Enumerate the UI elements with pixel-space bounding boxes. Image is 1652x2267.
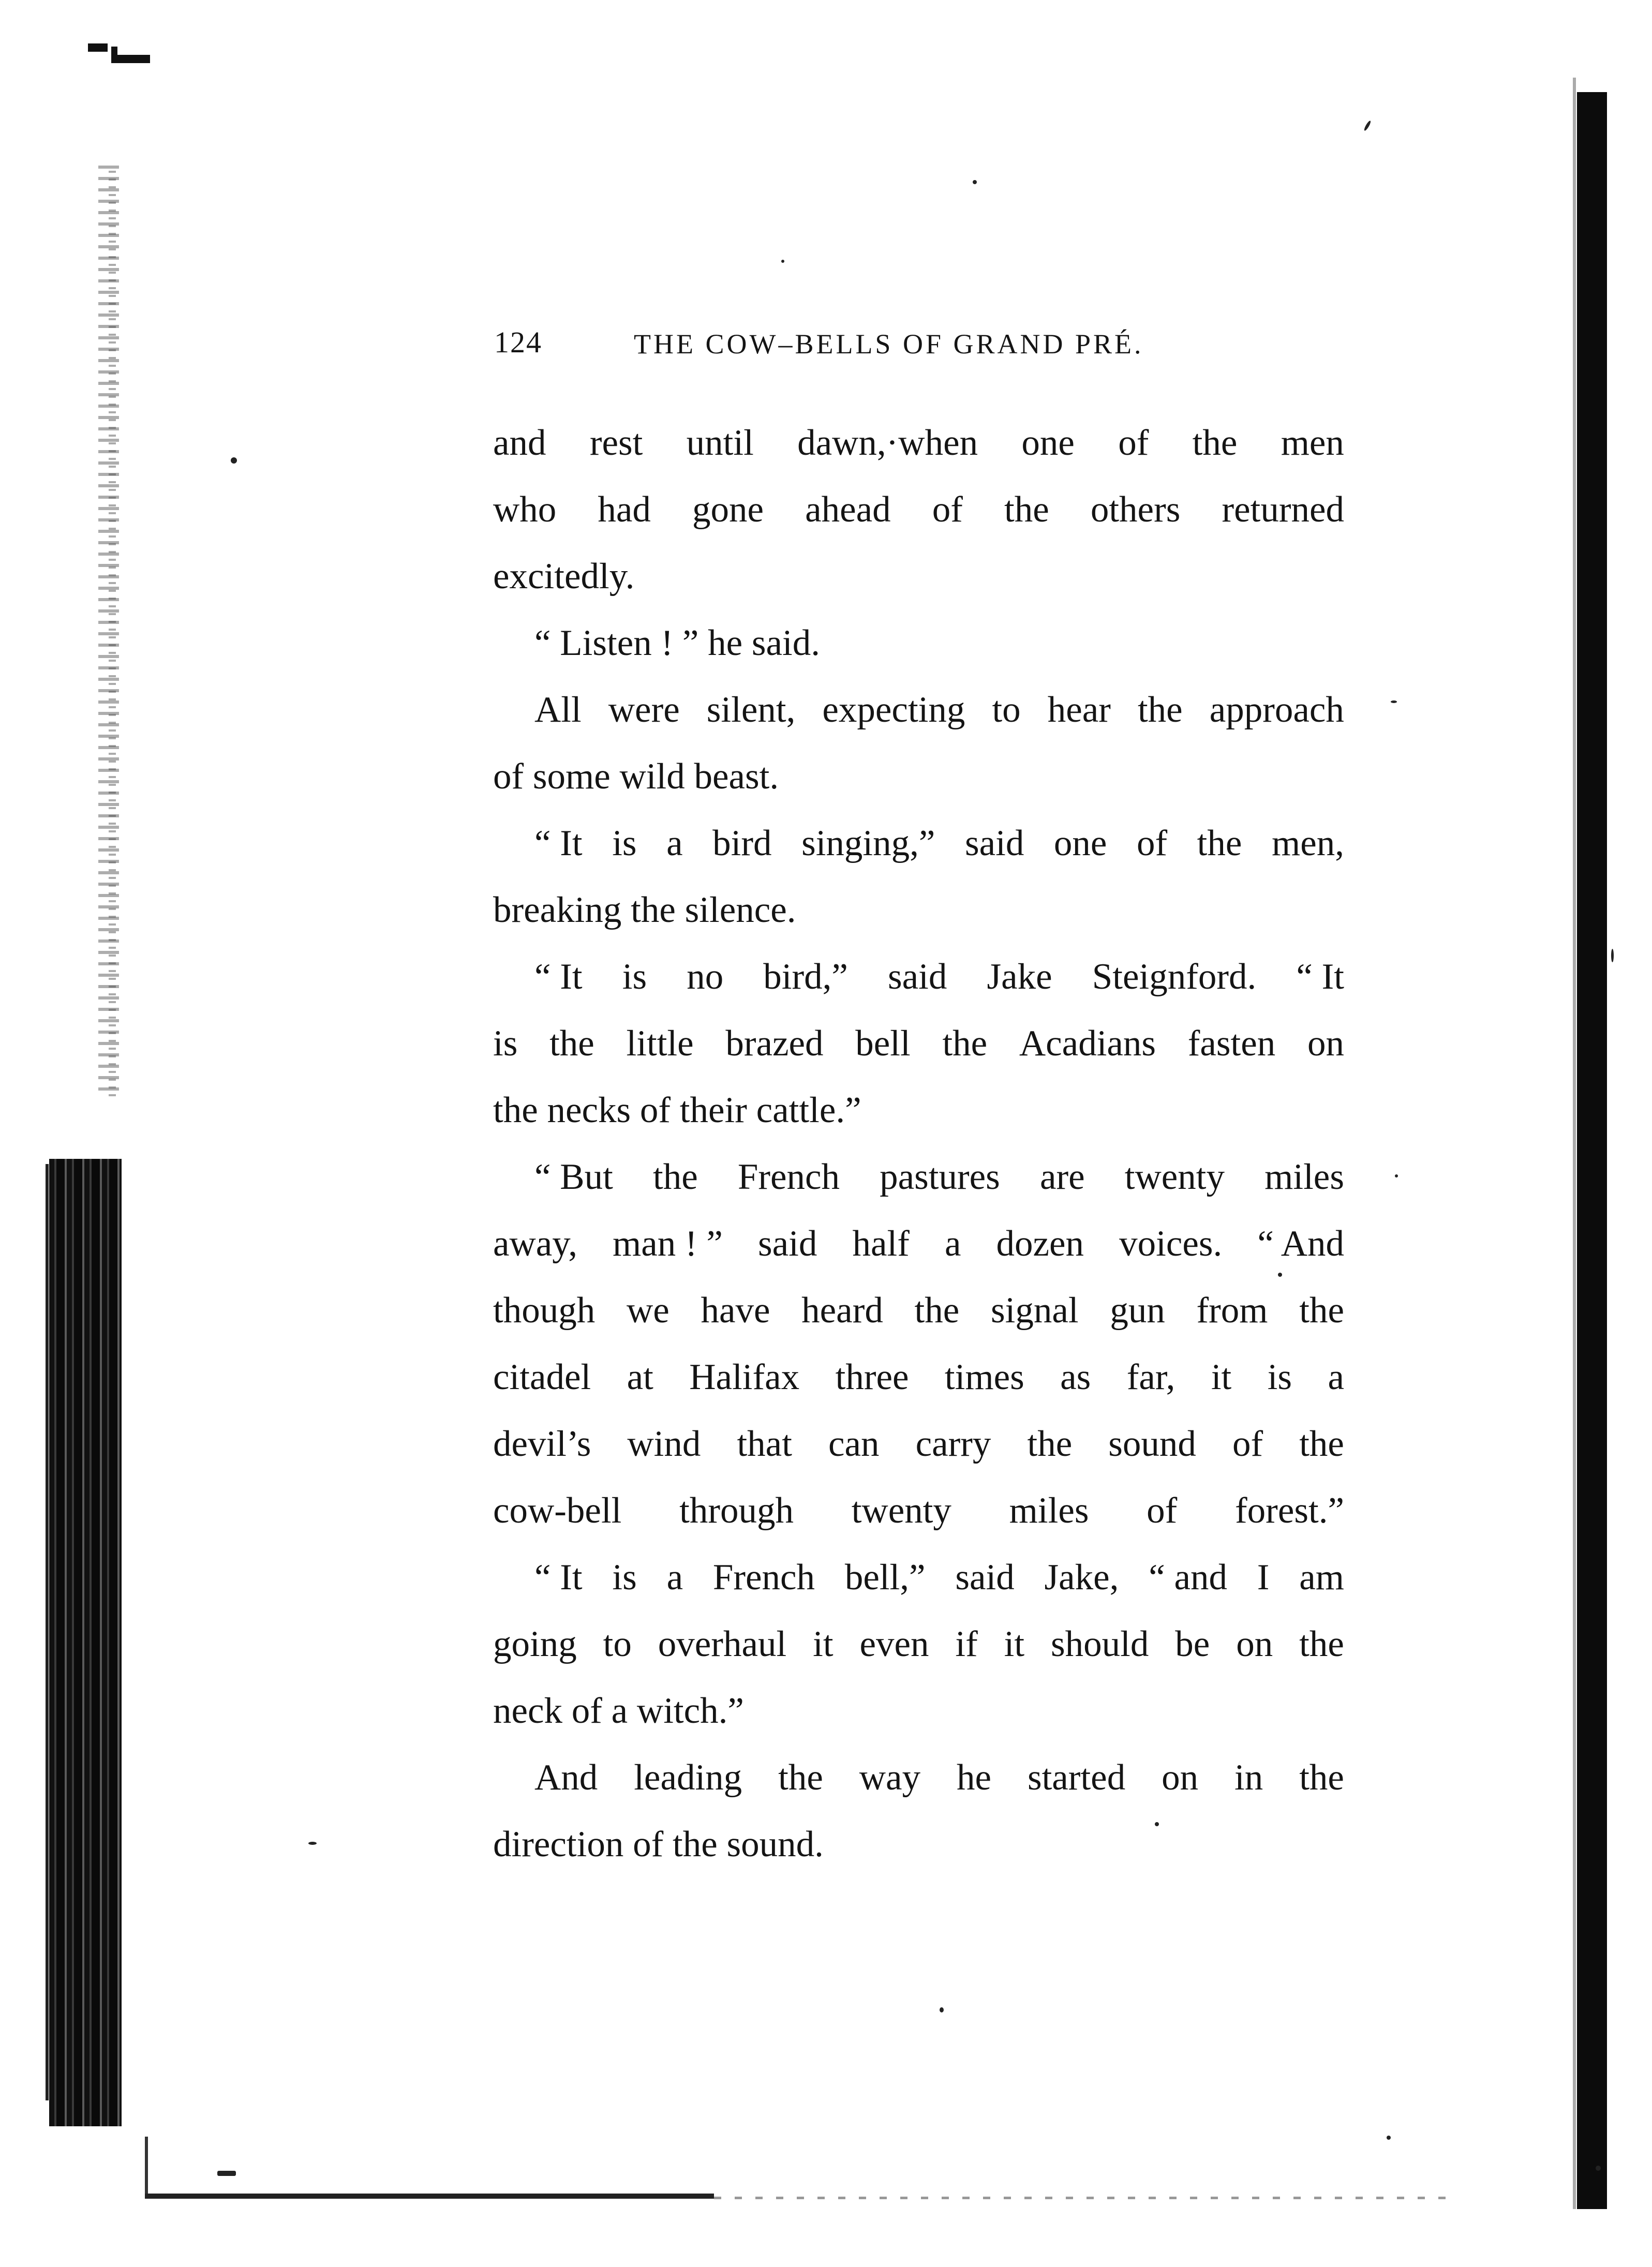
- word: the: [1004, 489, 1049, 530]
- word: to: [603, 1624, 632, 1664]
- word: if: [955, 1624, 978, 1664]
- word: were: [608, 690, 680, 730]
- word: gone: [692, 489, 764, 530]
- word: on: [1162, 1757, 1199, 1798]
- text-line: [493, 1744, 1344, 1811]
- text-line: “ Listen ! ” he said.: [534, 623, 821, 663]
- word: away,: [493, 1224, 577, 1264]
- word: fasten: [1187, 1023, 1276, 1064]
- word: voices.: [1119, 1224, 1223, 1264]
- word: the: [778, 1757, 823, 1798]
- word: hear: [1047, 690, 1111, 730]
- scan-mark-fragment: [111, 47, 117, 63]
- word: is: [1267, 1357, 1292, 1397]
- word: silent,: [706, 690, 796, 730]
- word: no: [687, 957, 724, 997]
- text-line: breaking the silence.: [493, 890, 796, 930]
- word: should: [1051, 1624, 1149, 1664]
- word: ahead: [805, 489, 891, 530]
- text-line: [493, 1411, 1344, 1478]
- word: the: [1299, 1757, 1344, 1798]
- word: from: [1196, 1290, 1268, 1331]
- word: rest: [589, 423, 643, 463]
- word: men: [1281, 423, 1344, 463]
- word: it: [1004, 1624, 1025, 1664]
- scan-speck: [1596, 2166, 1601, 2171]
- word: one: [1053, 823, 1107, 863]
- word: to: [992, 690, 1021, 730]
- word: the: [1027, 1424, 1073, 1464]
- text-line: excitedly.: [493, 556, 635, 596]
- word: twenty: [851, 1490, 951, 1531]
- word: signal: [991, 1290, 1079, 1331]
- text-line: [493, 1277, 1344, 1344]
- word: Jake: [987, 957, 1052, 997]
- word: the: [1299, 1290, 1344, 1331]
- word: bell: [855, 1023, 911, 1064]
- word: “ It: [534, 823, 583, 863]
- word: even: [859, 1624, 929, 1664]
- word: had: [598, 489, 651, 530]
- word: way: [859, 1757, 921, 1798]
- word: the: [652, 1157, 698, 1197]
- word: singing,”: [801, 823, 935, 863]
- word: “ It: [534, 957, 583, 997]
- bottom-left-corner-edge: [145, 2137, 148, 2198]
- word: brazed: [725, 1023, 824, 1064]
- text-line: of some wild beast.: [493, 756, 779, 797]
- word: the: [942, 1023, 988, 1064]
- text-line: [493, 1344, 1344, 1411]
- left-margin-scan-noise: [109, 171, 116, 1097]
- word: on: [1236, 1624, 1273, 1664]
- word: are: [1039, 1157, 1085, 1197]
- word: gun: [1110, 1290, 1165, 1331]
- word: on: [1307, 1023, 1344, 1064]
- word: and: [493, 423, 546, 463]
- word: half: [852, 1224, 910, 1264]
- word: overhaul: [658, 1624, 787, 1664]
- word: going: [493, 1624, 577, 1664]
- word: of: [1136, 823, 1168, 863]
- word: started: [1027, 1757, 1126, 1798]
- word: one: [1021, 423, 1075, 463]
- word: heard: [801, 1290, 883, 1331]
- word: is: [493, 1023, 518, 1064]
- bottom-page-edge: [145, 2194, 714, 2199]
- word: carry: [915, 1424, 991, 1464]
- scan-speck: [217, 2171, 236, 2176]
- text-line: [493, 410, 1344, 476]
- word: others: [1090, 489, 1181, 530]
- page-number: 124: [494, 325, 542, 359]
- word: bird: [712, 823, 772, 863]
- word: who: [493, 489, 557, 530]
- word: Acadians: [1019, 1023, 1156, 1064]
- word: All: [534, 690, 582, 730]
- text-line: the necks of their cattle.”: [493, 1090, 861, 1130]
- left-binding-shadow: [49, 1159, 122, 2126]
- word: leading: [634, 1757, 742, 1798]
- word: a: [1328, 1357, 1344, 1397]
- word: dawn,·when: [797, 423, 978, 463]
- word: it: [1211, 1357, 1232, 1397]
- word: as: [1060, 1357, 1091, 1397]
- word: the: [1137, 690, 1183, 730]
- word: through: [679, 1490, 794, 1531]
- word: far,: [1126, 1357, 1175, 1397]
- text-line: [493, 1544, 1344, 1611]
- word: times: [944, 1357, 1024, 1397]
- text-line: [493, 944, 1344, 1010]
- word: returned: [1222, 489, 1344, 530]
- running-head: [494, 315, 1213, 371]
- word: approach: [1209, 690, 1344, 730]
- word: “ It: [1296, 957, 1344, 997]
- word: wind: [627, 1424, 701, 1464]
- word: miles: [1009, 1490, 1089, 1531]
- word: “ It: [534, 1557, 583, 1598]
- word: it: [813, 1624, 834, 1664]
- scan-speck: [1391, 700, 1397, 703]
- scan-speck: [973, 180, 977, 184]
- word: we: [626, 1290, 669, 1331]
- word: at: [627, 1357, 653, 1397]
- scan-speck: [1387, 2136, 1391, 2140]
- right-page-edge: [1577, 92, 1607, 2209]
- word: said: [888, 957, 947, 997]
- word: “ And: [1257, 1224, 1344, 1264]
- word: am: [1299, 1557, 1344, 1598]
- scan-corner-mark: [88, 43, 150, 66]
- word: that: [737, 1424, 792, 1464]
- word: sound: [1108, 1424, 1196, 1464]
- word: forest.”: [1235, 1490, 1344, 1531]
- word: of: [1118, 423, 1149, 463]
- word: is: [612, 823, 637, 863]
- scan-speck: [1363, 120, 1372, 131]
- word: of: [932, 489, 963, 530]
- body-text: [493, 410, 1344, 1878]
- word: of: [1232, 1424, 1263, 1464]
- scan-speck: [1611, 949, 1614, 962]
- word: Halifax: [689, 1357, 800, 1397]
- word: Jake,: [1044, 1557, 1119, 1598]
- word: is: [622, 957, 647, 997]
- word: expecting: [822, 690, 965, 730]
- text-line: [493, 1144, 1344, 1211]
- word: the: [914, 1290, 960, 1331]
- word: the: [1197, 823, 1242, 863]
- word: said: [955, 1557, 1015, 1598]
- word: French: [712, 1557, 815, 1598]
- word: the: [1299, 1624, 1344, 1664]
- text-line: neck of a witch.”: [493, 1691, 744, 1731]
- word: Steignford.: [1092, 957, 1257, 997]
- word: have: [701, 1290, 770, 1331]
- right-page-edge-shadow: [1573, 78, 1576, 2209]
- word: man ! ”: [613, 1224, 723, 1264]
- word: can: [828, 1424, 880, 1464]
- word: in: [1234, 1757, 1263, 1798]
- word: bell,”: [844, 1557, 926, 1598]
- bottom-page-edge-noise: [714, 2197, 1449, 2199]
- word: three: [835, 1357, 909, 1397]
- word: a: [666, 1557, 683, 1598]
- word: I: [1257, 1557, 1270, 1598]
- text-line: [493, 1611, 1344, 1678]
- word: miles: [1264, 1157, 1344, 1197]
- word: the: [549, 1023, 594, 1064]
- scan-speck: [940, 2007, 944, 2012]
- running-title: THE COW–BELLS OF GRAND PRÉ.: [634, 329, 1144, 360]
- word: And: [534, 1757, 598, 1798]
- word: the: [1192, 423, 1238, 463]
- word: “ But: [534, 1157, 613, 1197]
- word: be: [1175, 1624, 1210, 1664]
- word: French: [737, 1157, 840, 1197]
- word: “ and: [1149, 1557, 1227, 1598]
- word: a: [666, 823, 683, 863]
- scan-speck: [1395, 1174, 1398, 1177]
- text-line: [493, 1010, 1344, 1077]
- scan-mark-fragment: [88, 43, 108, 52]
- scan-speck: [781, 260, 784, 263]
- word: devil’s: [493, 1424, 591, 1464]
- word: until: [686, 423, 754, 463]
- word: cow-bell: [493, 1490, 622, 1531]
- word: he: [957, 1757, 992, 1798]
- word: of: [1147, 1490, 1178, 1531]
- word: dozen: [996, 1224, 1084, 1264]
- word: citadel: [493, 1357, 591, 1397]
- word: the: [1299, 1424, 1344, 1464]
- text-line: [493, 677, 1344, 743]
- text-line: direction of the sound.: [493, 1824, 824, 1865]
- scan-speck: [231, 457, 237, 464]
- word: bird,”: [763, 957, 848, 997]
- word: pastures: [880, 1157, 1000, 1197]
- word: said: [964, 823, 1024, 863]
- scan-speck: [308, 1842, 317, 1845]
- text-line: [493, 1211, 1344, 1277]
- text-line: [493, 1478, 1344, 1544]
- left-binding-edge: [46, 1164, 49, 2100]
- text-line: [493, 810, 1344, 877]
- word: twenty: [1124, 1157, 1225, 1197]
- word: a: [944, 1224, 961, 1264]
- word: men,: [1271, 823, 1344, 863]
- word: said: [758, 1224, 817, 1264]
- word: little: [626, 1023, 694, 1064]
- word: is: [612, 1557, 637, 1598]
- word: though: [493, 1290, 596, 1331]
- text-line: [493, 476, 1344, 543]
